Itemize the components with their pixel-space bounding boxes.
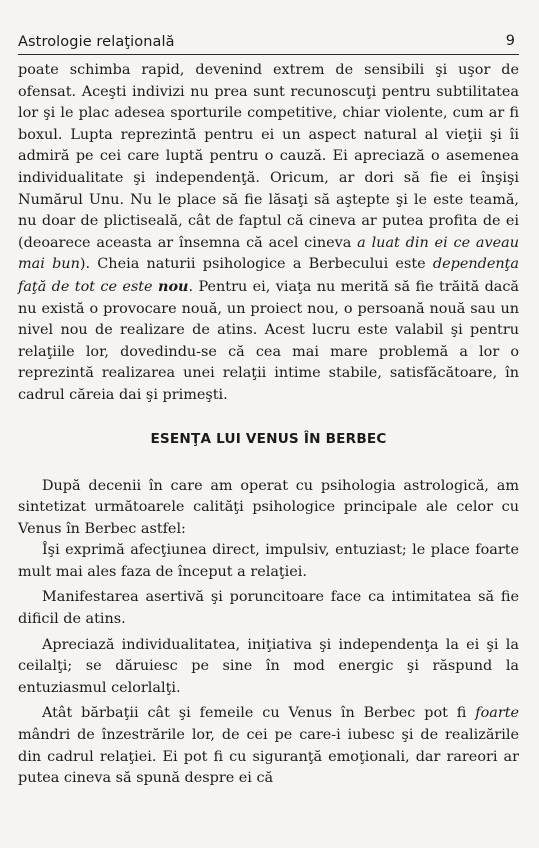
quality-item: Manifestarea asertivă şi poruncitoare face ca intimitatea să fie dificil de atins.	[18, 589, 519, 628]
paragraph-text: . Pentru ei, viaţa nu merită să fie trăită dacă nu există o provocare nouă, un proiect nou, o persoană nouă sau un nivel nou de realizare de atins. Acest lucru este valabil şi pentru relaţiile lor, dovedindu-se că cea mai mare problemă a lor o reprezintă realizarea unei relaţii intime stabile, satisfăcătoare, în cadrul căreia dai şi primeşti.	[18, 278, 519, 403]
quality-item: Îşi exprimă afecţiunea direct, impulsiv, entuziast; le place foarte mult mai ales faza de început a relaţiei.	[18, 542, 519, 580]
quality-item: Apreciază individualitatea, iniţiativa şi independenţa la ei şi la ceilalţi; se dăruiesc pe sine în mod energic şi răspund la entuziasmul celorlalţi.	[18, 636, 519, 696]
body-paragraph	[18, 60, 519, 407]
paragraph-text: mândri de înzestrările lor, de cei pe care-i iubesc şi de realizările din cadrul relaţiei. Ei pot fi cu siguranţă emoţionali, dar rareori ar putea cineva să spună despre ei că	[18, 727, 519, 787]
intro-paragraph: După decenii în care am operat cu psihologia astrologică, am sintetizat următoarele calităţi psihologice principale ale celor cu Venus în Berbec astfel:	[18, 477, 519, 537]
page-number: 9	[505, 33, 515, 49]
running-title: Astrologie relaţională	[18, 34, 175, 50]
section-heading: ESENŢA LUI VENUS ÎN BERBEC	[150, 430, 387, 447]
page-body	[18, 60, 519, 790]
paragraph-text: poate schimba rapid, devenind extrem de sensibili şi uşor de ofensat. Aceşti indivizi nu prea sunt recunoscuţi pentru subtilitatea lor şi le plac adesea sporturile competitive, chiar violente, cum ar fi boxul. Lupta reprezintă pentru ei un aspect natural al vieţii şi îi admiră pe cei care luptă pentru o cauză. Ei apreciază o asemenea individualitate şi independenţă. Oricum, ar dori să fie ei înşişi Numărul Unu. Nu le place să fie lăsaţi să aştepte şi le este teamă, nu doar de plictiseală, cât de faptul că cineva ar putea profita de ei (deoarece aceasta ar însemna că acel cineva	[18, 62, 519, 251]
paragraph-text: Atât bărbaţii cât şi femeile cu Venus în Berbec pot fi	[42, 705, 476, 722]
italic-phrase: a luat din ei ce aveau mai bun	[18, 234, 519, 273]
paragraph-text: ). Cheia naturii psihologice a Berbecului este	[79, 256, 433, 273]
italic-phrase: dependenţa faţă de tot ce este	[18, 256, 519, 295]
italic-phrase: foarte	[475, 705, 519, 722]
bold-emphasis: nou	[157, 277, 189, 295]
body-paragraph	[18, 703, 519, 789]
page-header	[18, 28, 519, 55]
